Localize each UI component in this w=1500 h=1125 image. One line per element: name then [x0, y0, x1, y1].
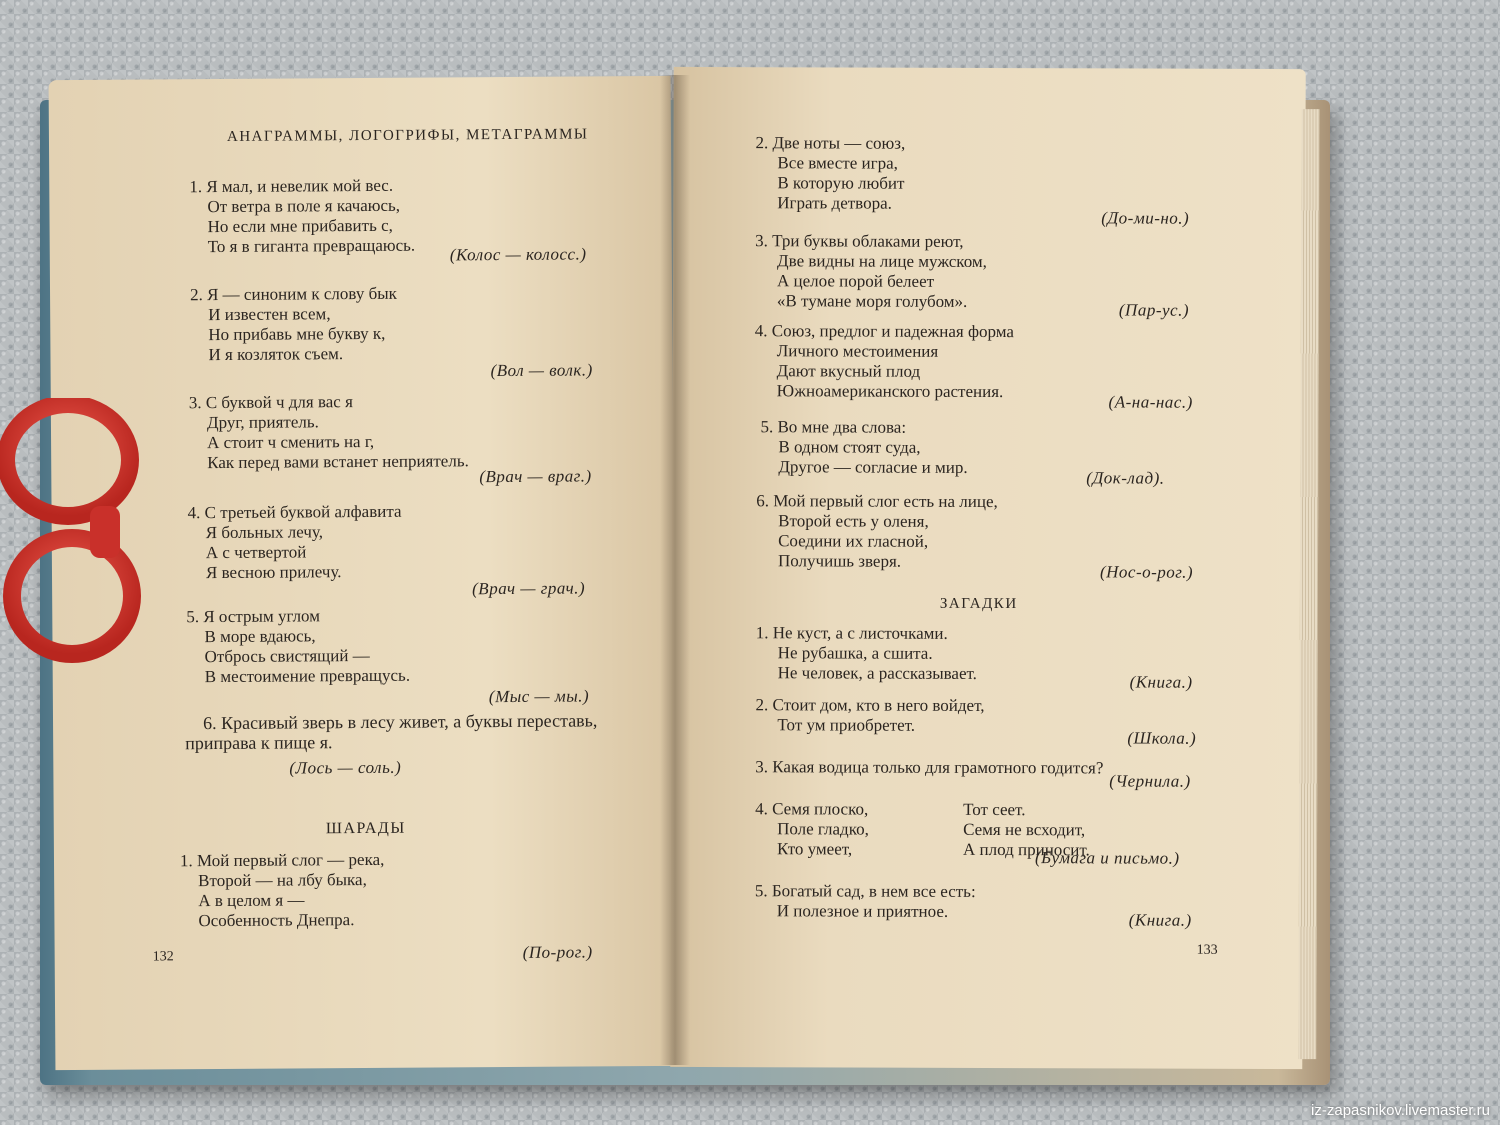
riddle-6: 6. Красивый зверь в лесу живет, а буквы переставь, приправа к пище я. — [185, 710, 598, 754]
scissors-icon — [0, 398, 160, 678]
zagadka-4-right: Тот сеет. Семя не всходит, А плод приносит. — [962, 799, 1090, 860]
riddle-r2: 2. Две ноты — союз, Все вместе игра, В которую любит Играть детвора. — [755, 133, 906, 213]
riddle-answer: (Мыс — мы.) — [488, 686, 590, 707]
page-header: АНАГРАММЫ, ЛОГОГРИФЫ, МЕТАГРАММЫ — [226, 126, 589, 145]
page-number: 133 — [1196, 942, 1218, 958]
charade-1: 1. Мой первый слог — река, Второй — на лбу быка, А в целом я — Особенность Днепра. — [179, 849, 385, 931]
zagadka-answer: (Книга.) — [1128, 910, 1192, 930]
charade-answer: (По-рог.) — [522, 942, 593, 962]
riddle-r6: 6. Мой первый слог есть на лице, Второй есть у оленя, Соедини их гласной, Получишь зверя. — [756, 491, 998, 571]
watermark: iz-zapasnikov.livemaster.ru — [1311, 1102, 1490, 1119]
book-spine — [660, 75, 690, 1065]
zagadka-5: 5. Богатый сад, в нем все есть: И полезное и приятное. — [754, 881, 976, 921]
riddle-r5: 5. Во мне два слова: В одном стоят суда, Другое — согласие и мир. — [760, 417, 968, 477]
riddle-answer: (А-на-нас.) — [1108, 392, 1193, 412]
riddle-answer: (Лось — соль.) — [289, 757, 402, 778]
riddle-answer: (Вол — волк.) — [490, 360, 593, 381]
section-title-zagadki: ЗАГАДКИ — [939, 595, 1018, 613]
riddle-3: 3. С буквой ч для вас я Друг, приятель. А стоит ч сменить на г, Как перед вами встанет неприятель. — [188, 392, 469, 473]
riddle-answer: (Врач — грач.) — [472, 578, 586, 599]
zagadka-answer: (Книга.) — [1129, 672, 1193, 692]
riddle-answer: (Колос — колосс.) — [449, 244, 587, 265]
riddle-5: 5. Я острым углом В море вдаюсь, Отбрось свистящий — В местоимение превращусь. — [186, 606, 411, 687]
riddle-4: 4. С третьей буквой алфавита Я больных лечу, А с четвертой Я весною прилечу. — [187, 501, 402, 583]
zagadka-answer: (Школа.) — [1127, 728, 1197, 748]
riddle-answer: (Нос-о-рог.) — [1099, 562, 1194, 582]
riddle-r4: 4. Союз, предлог и падежная форма Личного местоимения Дают вкусный плод Южноамериканского растения. — [754, 321, 1014, 402]
riddle-2: 2. Я — синоним к слову бык И известен всем, Но прибавь мне букву к, И я козляток съем. — [189, 283, 397, 365]
riddle-answer: (До-ми-но.) — [1101, 208, 1190, 228]
riddle-answer: (Пар-ус.) — [1118, 300, 1190, 320]
zagadka-3: 3. Какая водица только для грамотного годится? — [755, 757, 1104, 778]
right-page — [670, 67, 1305, 1069]
zagadka-answer: (Бумага и письмо.) — [1034, 848, 1180, 868]
zagadka-1: 1. Не куст, а с листочками. Не рубашка, а сшита. Не человек, а рассказывает. — [755, 623, 977, 683]
zagadka-4-left: 4. Семя плоско, Поле гладко, Кто умеет, — [755, 799, 869, 859]
section-title-sharady: ШАРАДЫ — [325, 819, 406, 838]
riddle-r3: 3. Три буквы облаками реют, Две видны на лице мужском, А целое порой белеет «В тумане моря голубом». — [755, 231, 987, 311]
riddle-answer: (Врач — враг.) — [479, 466, 592, 487]
riddle-answer: (Док-лад). — [1086, 468, 1165, 488]
page-edges — [1298, 109, 1319, 1059]
zagadka-answer: (Чернила.) — [1109, 771, 1191, 791]
riddle-1: 1. Я мал, и невелик мой вес. От ветра в поле я качаюсь, Но если мне прибавить с, То я в гиганта превращаюсь. — [189, 175, 416, 257]
page-number: 132 — [152, 949, 174, 965]
zagadka-2: 2. Стоит дом, кто в него войдет, Тот ум приобретет. — [755, 695, 985, 735]
